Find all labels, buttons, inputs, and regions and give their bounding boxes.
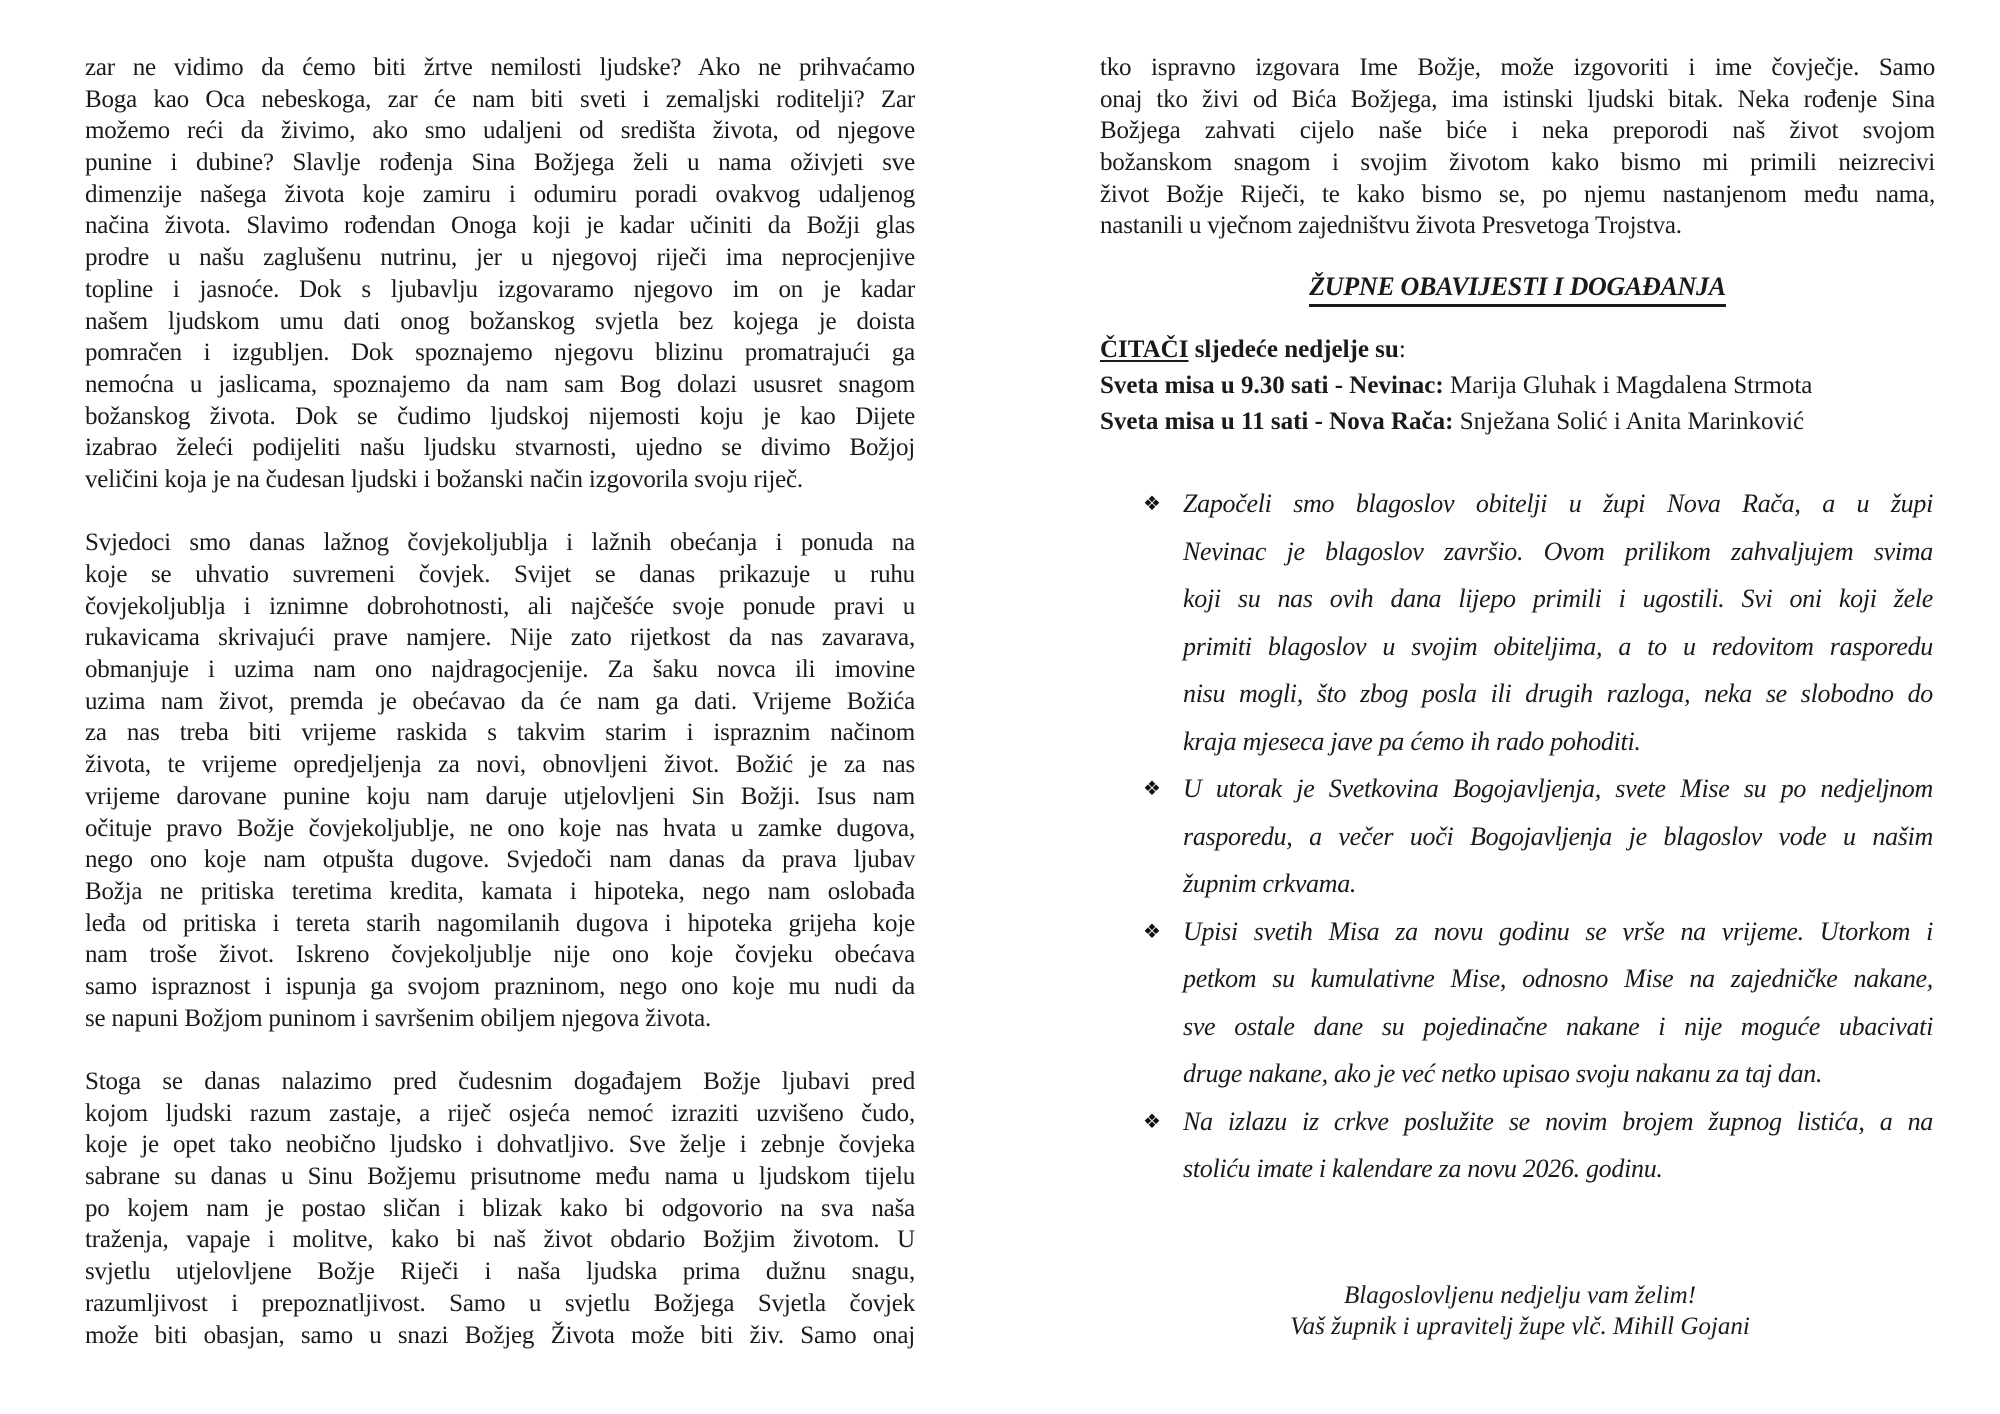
paragraph-continuation [1100, 52, 1935, 242]
announcement-item [1143, 480, 1933, 765]
text-line: izabrao želeći podijeliti našu ljudsku stvarnosti, ujedno se divimo Božjoj [85, 434, 915, 462]
text-line: koje je opet tako neobično ljudsko i dohvatljivo. Sve želje i zebnje čovjeka [85, 1131, 915, 1159]
mass-reader-names: Snježana Solić i Anita Marinković [1453, 408, 1805, 435]
text-line: obmanjuje i uzima nam ono najdragocjenije. Za šaku novca ili imovine [85, 656, 915, 684]
text-line: svjetlu utjelovljene Božje Riječi i naša ljudska prima dužnu snagu, [85, 1258, 915, 1286]
paragraph-2 [85, 527, 915, 1034]
text-line: prodre u našu zaglušenu nutrinu, jer u njegovoj riječi ima neprocjenjive [85, 244, 915, 272]
mass-reader-names: Marija Gluhak i Magdalena Strmota [1443, 372, 1813, 399]
text-line: nisu mogli, što zbog posla ili drugih razloga, neka se slobodno do [1183, 679, 1933, 708]
readers-label: ČITAČI [1100, 336, 1189, 363]
section-heading-container [1100, 270, 1935, 307]
diamond-bullet-icon: ❖ [1143, 920, 1161, 943]
text-line: uzima nam život, premda je obećavao da će nam ga dati. Vrijeme Božića [85, 687, 915, 715]
text-line: sve ostale dane su pojedinačne nakane i nije moguće ubacivati [1183, 1011, 1933, 1041]
readers-section [1100, 332, 1960, 440]
signature-block [1180, 1280, 1860, 1342]
text-line: nam troše život. Iskreno čovjekoljublje nije ono koje čovjeku obećava [85, 941, 915, 969]
text-line: Započeli smo blagoslov obitelji u župi Nova Rača, a u župi [1183, 489, 1933, 518]
text-line: božanskog života. Dok se čudimo ljudskoj nijemosti koju je kao Dijete [85, 402, 915, 430]
text-line: može biti obasjan, samo u snazi Božjeg Života može biti živ. Samo onaj [85, 1321, 915, 1349]
text-line: topline i jasnoće. Dok s ljubavlju izgovaramo njegovo im on je kadar [85, 275, 915, 303]
text-line: rasporedu, a večer uoči Bogojavljenja je blagoslov vode u našim [1183, 821, 1933, 851]
announcements-list [1143, 480, 1933, 1193]
text-line: nemoćna u jaslicama, spoznajemo da nam sam Bog dolazi ususret snagom [85, 370, 915, 398]
readers-label-suffix: sljedeće nedjelje su [1188, 336, 1399, 363]
text-line: nastanili u vječnom zajedništvu života Presvetoga Trojstva. [1100, 212, 1682, 240]
text-line: Svjedoci smo danas lažnog čovjekoljublja i lažnih obećanja i ponuda na [85, 529, 915, 557]
text-line: veličini koja je na čudesan ljudski i božanski način izgovorila svoju riječ. [85, 465, 803, 493]
readers-colon: : [1398, 336, 1406, 363]
text-line: kojom ljudski razum zastaje, a riječ osjeća nemoć izraziti uzvišeno čudo, [85, 1099, 915, 1127]
section-heading: ŽUPNE OBAVIJESTI I DOGAĐANJA [1309, 270, 1726, 307]
text-line: pomračen i izgubljen. Dok spoznajemo njegovu blizinu promatrajući ga [85, 339, 915, 367]
mass-title: Sveta misa u 9.30 sati - Nevinac: [1100, 372, 1444, 399]
text-line: Stoga se danas nalazimo pred čudesnim događajem Božje ljubavi pred [85, 1068, 915, 1095]
diamond-bullet-icon: ❖ [1143, 1110, 1161, 1133]
text-line: petkom su kumulativne Mise, odnosno Mise na zajedničke nakane, [1183, 964, 1933, 993]
text-line: Boga kao Oca nebeskoga, zar će nam biti sveti i zemaljski roditelji? Zar [85, 85, 915, 113]
text-line: Na izlazu iz crkve poslužite se novim brojem župnog listića, a na [1183, 1106, 1933, 1136]
text-line: našem ljudskom umu dati onog božanskog svjetla bez kojega je doista [85, 307, 915, 335]
text-line: za nas treba biti vrijeme raskida s takvim starim i ispraznim načinom [85, 719, 915, 747]
left-column [85, 52, 915, 1351]
text-line: Upisi svetih Misa za novu godinu se vrše na vrijeme. Utorkom i [1183, 916, 1933, 946]
text-line: župnim crkvama. [1183, 869, 1357, 898]
text-line: samo ispraznost i ispunja ga svojom prazninom, nego ono koje mu nudi da [85, 972, 915, 1000]
text-line: nego ono koje nam otpušta dugove. Svjedoči nam danas da prava ljubav [85, 846, 915, 874]
announcement-item [1143, 765, 1933, 908]
pastor-signature: Vaš župnik i upravitelj župe vlč. Mihill Gojani [1290, 1313, 1750, 1340]
text-line: rukavicama skrivajući prave namjere. Nije zato rijetkost da nas zavarava, [85, 624, 915, 652]
text-line: načina života. Slavimo rođendan Onoga koji je kadar učiniti da Božji glas [85, 212, 915, 240]
text-line: očituje pravo Božje čovjekoljublje, ne ono koje nas hvata u zamke dugova, [85, 814, 915, 842]
announcement-item [1143, 1098, 1933, 1193]
text-line: Božjega zahvati cijelo naše biće i neka preporodi naš život svojom [1100, 117, 1935, 145]
text-line: čovjekoljublja i iznimne dobrohotnosti, ali najčešće svoje ponude pravi u [85, 592, 915, 620]
text-line: možemo reći da živimo, ako smo udaljeni od središta života, od njegove [85, 117, 915, 145]
text-line: života, te vrijeme opredjeljenja za novi, obnovljeni život. Božić je za nas [85, 751, 915, 779]
mass-readers-row [1100, 404, 1960, 440]
text-line: primiti blagoslov u svojim obiteljima, a to u redovitom rasporedu [1183, 631, 1933, 661]
text-line: traženja, vapaje i molitve, kako bi naš život obdario Božjim životom. U [85, 1226, 915, 1254]
text-line: sabrane su danas u Sinu Božjemu prisutnome među nama u ljudskom tijelu [85, 1163, 915, 1191]
text-line: druge nakane, ako je već netko upisao svoju nakanu za taj dan. [1183, 1059, 1823, 1088]
diamond-bullet-icon: ❖ [1143, 493, 1161, 515]
text-line: koji su nas ovih dana lijepo primili i ugostili. Svi oni koji žele [1183, 584, 1933, 613]
text-line: U utorak je Svetkovina Bogojavljenja, svete Mise su po nedjeljnom [1183, 774, 1933, 803]
text-line: dimenzije našega života koje zamiru i odumiru poradi ovakvog udaljenog [85, 180, 915, 208]
text-line: zar ne vidimo da ćemo biti žrtve nemilosti ljudske? Ako ne prihvaćamo [85, 54, 915, 81]
text-line: punine i dubine? Slavlje rođenja Sina Božjega želi u nama oživjeti sve [85, 149, 915, 177]
text-line: tko ispravno izgovara Ime Božje, može izgovoriti i ime čovječje. Samo [1100, 54, 1935, 81]
text-line: Nevinac je blagoslov završio. Ovom prilikom zahvaljujem svima [1183, 536, 1933, 566]
text-line: vrijeme darovane punine koju nam daruje utjelovljeni Sin Božji. Isus nam [85, 782, 915, 810]
text-line: kraja mjeseca jave pa ćemo ih rado pohoditi. [1183, 726, 1641, 756]
text-line: po kojem nam je postao sličan i blizak kako bi odgovorio na sva naša [85, 1194, 915, 1222]
mass-title: Sveta misa u 11 sati - Nova Rača: [1100, 408, 1454, 435]
mass-readers-row [1100, 368, 1960, 404]
text-line: božanskom snagom i svojim životom kako bismo mi primili neizrecivi [1100, 149, 1935, 177]
announcement-item [1143, 908, 1933, 1098]
diamond-bullet-icon: ❖ [1143, 778, 1161, 800]
text-line: leđa od pritiska i tereta starih nagomilanih dugova i hipoteka grijeha koje [85, 909, 915, 937]
closing-greeting: Blagoslovljenu nedjelju vam želim! [1343, 1282, 1696, 1309]
paragraph-3 [85, 1066, 915, 1351]
text-line: stoliću imate i kalendare za novu 2026. godinu. [1183, 1154, 1663, 1183]
right-column-intro [1100, 52, 1935, 242]
text-line: onaj tko živi od Bića Božjega, ima istinski ljudski bitak. Neka rođenje Sina [1100, 85, 1935, 113]
paragraph-1 [85, 52, 915, 496]
text-line: život Božje Riječi, te kako bismo se, po njemu nastanjenom među nama, [1100, 180, 1935, 208]
text-line: Božja ne pritiska teretima kredita, kamata i hipoteka, nego nam oslobađa [85, 877, 915, 905]
text-line: koje se uhvatio suvremeni čovjek. Svijet se danas prikazuje u ruhu [85, 561, 915, 588]
readers-title [1100, 332, 1960, 368]
text-line: se napuni Božjom puninom i savršenim obiljem njegova života. [85, 1004, 712, 1032]
text-line: razumljivost i prepoznatljivost. Samo u svjetlu Božjega Svjetla čovjek [85, 1289, 915, 1317]
